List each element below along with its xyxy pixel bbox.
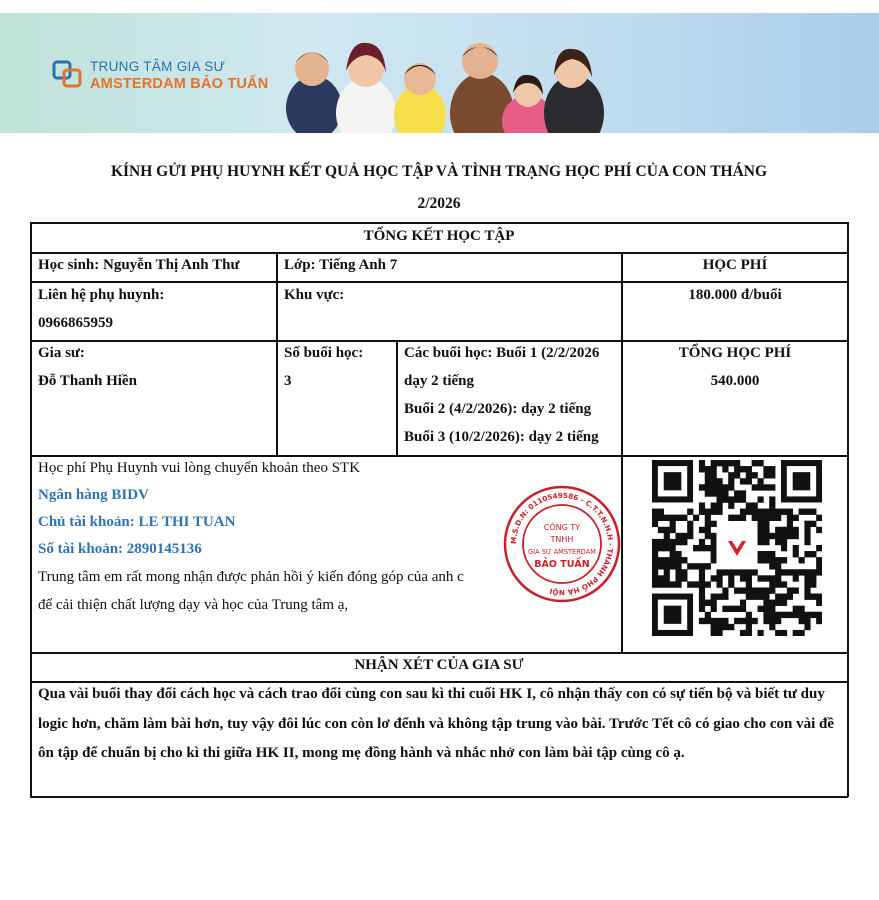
sessions-detail-3: Buổi 2 (4/2/2026): dạy 2 tiếng [404,401,592,417]
sessions-detail-2: dạy 2 tiếng [404,373,475,389]
student-name: Học sinh: Nguyễn Thị Anh Thư [38,257,240,273]
tutor-name: Đỗ Thanh Hiền [38,373,137,389]
header-banner [0,13,879,133]
table-line [30,796,848,798]
review-header: NHẬN XÉT CỦA GIA SƯ [354,657,524,673]
sessions-detail-4: Buổi 3 (10/2/2026): dạy 2 tiếng [404,429,599,445]
table-line [396,340,398,456]
bank-name: Ngân hàng BIDV [38,487,149,503]
logo-line-2: AMSTERDAM BẢO TUẤN [90,75,269,92]
company-stamp [502,484,622,604]
area-label: Khu vực: [284,287,345,303]
title-line-1: KÍNH GỬI PHỤ HUYNH KẾT QUẢ HỌC TẬP VÀ TÌNH TRẠNG HỌC PHÍ CỦA CON THÁNG [110,163,768,180]
table-line [276,252,278,456]
center-logo-text [90,60,268,91]
document-title [30,158,848,218]
stamp-line-4: BẢO TUẤN [534,559,590,570]
total-fee-label: TỔNG HỌC PHÍ [678,345,792,361]
summary-header: TỔNG KẾT HỌC TẬP [363,228,515,244]
account-number: Số tài khoản: 2890145136 [38,541,202,557]
total-fee-value: 540.000 [710,373,760,389]
center-logo-icon [52,60,82,88]
review-text: Qua vài buổi thay đổi cách học và cách trao đổi cùng con sau kì thi cuối HK I, cô nhận thấy con có sự tiến bộ và biết tư duy logic hơn, chăm làm bài hơn, tuy vậy đôi lúc con còn lơ đểnh và không tập trung vào bài. Trước Tết cô có giao cho con vài đề ôn tập để chuẩn bị cho kì thi giữa HK II, mong mẹ đồng hành và nhắc nhở con làm bài tập cùng cô ạ. [38,686,835,761]
tutor-label: Gia sư: [38,345,85,361]
stamp-line-2: TNHH [550,535,574,544]
report-table [30,222,848,797]
class-name: Lớp: Tiếng Anh 7 [284,257,398,273]
sessions-detail-1: Các buổi học: Buổi 1 (2/2/2026 [404,345,600,361]
payment-instruction: Học phí Phụ Huynh vui lòng chuyển khoản theo STK [38,460,361,476]
parent-contact-label: Liên hệ phụ huynh: [38,287,165,303]
account-holder: Chủ tài khoản: LE THI TUAN [38,514,236,530]
feedback-line-1: Trung tâm em rất mong nhận được phản hồi ý kiến đóng góp của anh c [38,569,464,585]
logo-line-1: TRUNG TÂM GIA SƯ [90,59,226,74]
table-line [30,222,32,797]
sessions-count: 3 [284,373,292,389]
stamp-outer-text: M.S.D.N: 0110549586 - C.T.T.N.H.H · THÀNH PHỐ HÀ NỘI [508,490,616,598]
payment-qr-code[interactable] [652,460,822,636]
parent-phone: 0966865959 [38,315,113,331]
people-photo [270,13,610,133]
fee-header: HỌC PHÍ [702,257,768,273]
title-line-2: 2/2026 [417,195,461,212]
feedback-line-2: để cải thiện chất lượng dạy và học của Trung tâm ạ, [38,597,349,613]
stamp-line-1: CÔNG TY [543,523,581,532]
sessions-label: Số buổi học: [284,345,364,361]
fee-per-session: 180.000 đ/buổi [688,287,782,303]
stamp-line-3: GIA SƯ AMSTERDAM [528,548,596,556]
